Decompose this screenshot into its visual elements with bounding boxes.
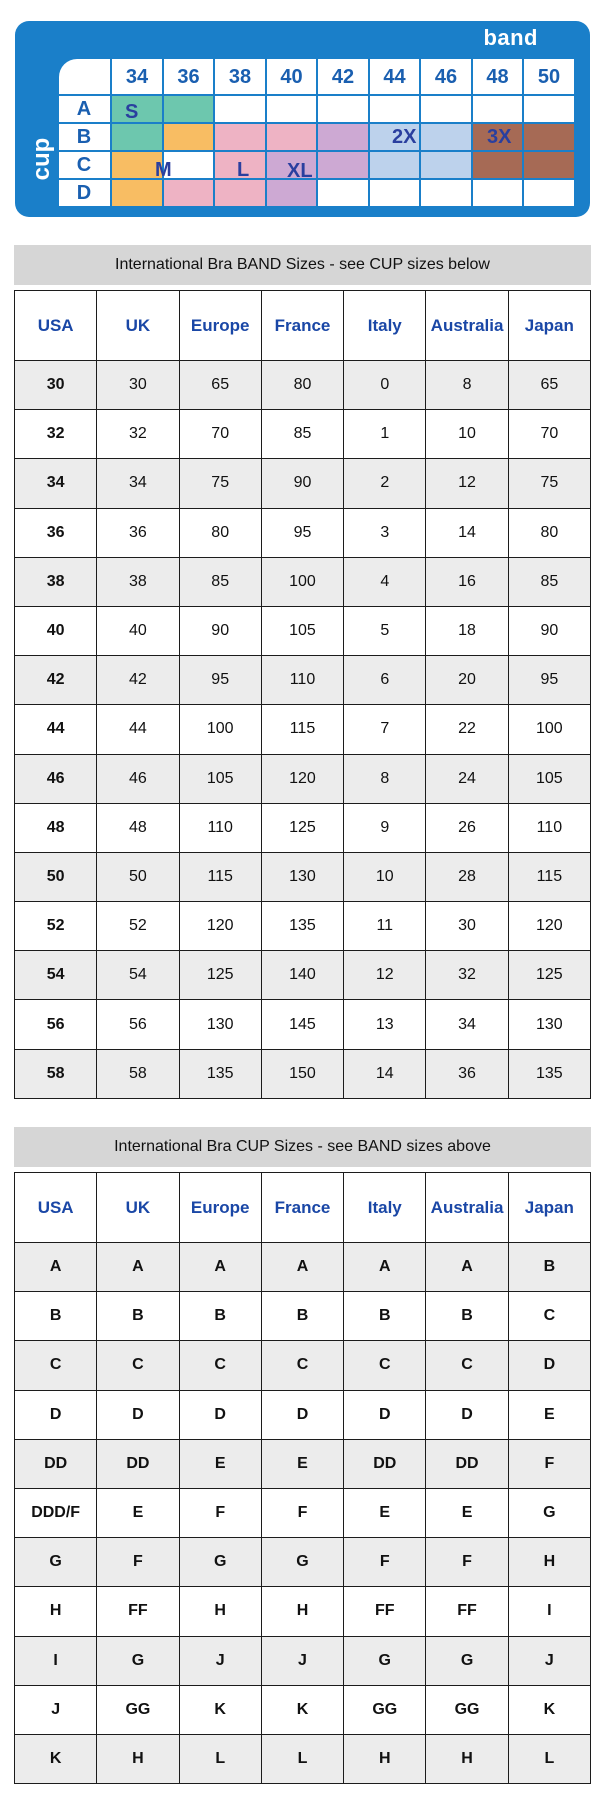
table-cell: B	[261, 1292, 343, 1341]
table-cell: E	[97, 1488, 179, 1537]
band-row	[15, 508, 591, 557]
table-cell: 24	[426, 754, 508, 803]
table-cell: 135	[261, 902, 343, 951]
table-cell: 54	[97, 951, 179, 1000]
grid-hline	[59, 206, 575, 208]
table-cell: B	[426, 1292, 508, 1341]
table-cell: 30	[426, 902, 508, 951]
band-header: 42	[331, 66, 355, 88]
table-cell: 105	[508, 754, 590, 803]
table-cell: 36	[97, 508, 179, 557]
table-cell: 50	[97, 852, 179, 901]
table-cell: 100	[261, 557, 343, 606]
band-row	[15, 656, 591, 705]
table-cell: H	[97, 1734, 179, 1783]
table-cell: 0	[344, 361, 426, 410]
table-cell: B	[508, 1243, 590, 1292]
table-cell: 48	[15, 803, 97, 852]
table-cell: 42	[15, 656, 97, 705]
cup-header: C	[76, 154, 92, 176]
table-cell: L	[179, 1734, 261, 1783]
table-cell: F	[344, 1538, 426, 1587]
table-cell: 5	[344, 606, 426, 655]
band-header: 40	[280, 66, 303, 88]
table-cell: J	[261, 1636, 343, 1685]
column-header: Europe	[179, 291, 261, 361]
table-cell: 120	[261, 754, 343, 803]
column-header: Japan	[508, 1173, 590, 1243]
table-cell: DD	[15, 1439, 97, 1488]
column-header: Italy	[344, 1173, 426, 1243]
table-cell: 32	[15, 410, 97, 459]
table-cell: L	[508, 1734, 590, 1783]
table-cell: C	[179, 1341, 261, 1390]
table-cell: 100	[508, 705, 590, 754]
table-cell: 105	[261, 606, 343, 655]
table-cell: 11	[344, 902, 426, 951]
table-cell: 135	[179, 1049, 261, 1098]
table-cell: J	[15, 1685, 97, 1734]
table-cell: 54	[15, 951, 97, 1000]
column-header: USA	[15, 291, 97, 361]
table-cell: 100	[179, 705, 261, 754]
zone-label: S	[125, 101, 139, 123]
table-cell: 3	[344, 508, 426, 557]
table-cell: 120	[179, 902, 261, 951]
table-cell: A	[179, 1243, 261, 1292]
table-cell: 95	[508, 656, 590, 705]
table-cell: 12	[344, 951, 426, 1000]
table-cell: D	[97, 1390, 179, 1439]
column-header: USA	[15, 1173, 97, 1243]
cup-row	[15, 1439, 591, 1488]
table-cell: H	[426, 1734, 508, 1783]
table-cell: A	[15, 1243, 97, 1292]
table-cell: 34	[97, 459, 179, 508]
table-cell: GG	[344, 1685, 426, 1734]
table-cell: 70	[508, 410, 590, 459]
column-header: Italy	[344, 291, 426, 361]
table-cell: C	[15, 1341, 97, 1390]
table-cell: 110	[508, 803, 590, 852]
table-cell: 32	[426, 951, 508, 1000]
table-cell: C	[97, 1341, 179, 1390]
table-cell: E	[508, 1390, 590, 1439]
cup-row	[15, 1734, 591, 1783]
table-cell: 65	[179, 361, 261, 410]
table-cell: H	[15, 1587, 97, 1636]
cup-row	[15, 1292, 591, 1341]
band-row	[15, 557, 591, 606]
table-cell: 135	[508, 1049, 590, 1098]
table-cell: 10	[426, 410, 508, 459]
band-row	[15, 1049, 591, 1098]
zone-label: M	[155, 159, 172, 181]
cup-header: A	[76, 98, 92, 120]
cup-row	[15, 1390, 591, 1439]
cup-row	[15, 1538, 591, 1587]
band-header: 36	[177, 66, 200, 88]
column-header: France	[261, 291, 343, 361]
grid-hline	[59, 178, 575, 180]
table-cell: 56	[97, 1000, 179, 1049]
table-cell: 95	[261, 508, 343, 557]
table-cell: 110	[179, 803, 261, 852]
table-cell: DD	[426, 1439, 508, 1488]
table-cell: E	[344, 1488, 426, 1537]
table-cell: G	[15, 1538, 97, 1587]
zone-label: 3X	[487, 126, 512, 148]
table-cell: 115	[508, 852, 590, 901]
table-cell: B	[97, 1292, 179, 1341]
band-size-table	[14, 290, 591, 1099]
table-cell: 38	[15, 557, 97, 606]
header-row	[15, 291, 591, 361]
table-cell: 80	[179, 508, 261, 557]
table-cell: 90	[179, 606, 261, 655]
table-cell: 22	[426, 705, 508, 754]
table-cell: 80	[508, 508, 590, 557]
table-cell: 8	[344, 754, 426, 803]
cup-row	[15, 1587, 591, 1636]
table-cell: 58	[97, 1049, 179, 1098]
table-cell: 130	[508, 1000, 590, 1049]
table-cell: 14	[344, 1049, 426, 1098]
table-cell: D	[508, 1341, 590, 1390]
table-cell: 125	[179, 951, 261, 1000]
table-cell: 46	[15, 754, 97, 803]
band-table-caption: International Bra BAND Sizes - see CUP sizes below	[14, 245, 591, 285]
table-cell: G	[344, 1636, 426, 1685]
cup-table-caption: International Bra CUP Sizes - see BAND sizes above	[14, 1127, 591, 1167]
table-cell: D	[15, 1390, 97, 1439]
table-cell: B	[179, 1292, 261, 1341]
table-cell: 145	[261, 1000, 343, 1049]
table-cell: I	[15, 1636, 97, 1685]
band-row	[15, 606, 591, 655]
table-cell: 85	[508, 557, 590, 606]
table-cell: 58	[15, 1049, 97, 1098]
table-cell: 34	[426, 1000, 508, 1049]
cup-header: D	[76, 182, 92, 204]
table-cell: K	[15, 1734, 97, 1783]
table-cell: C	[261, 1341, 343, 1390]
band-row	[15, 361, 591, 410]
table-cell: 75	[508, 459, 590, 508]
table-cell: H	[508, 1538, 590, 1587]
table-cell: C	[426, 1341, 508, 1390]
table-cell: 38	[97, 557, 179, 606]
table-cell: 12	[426, 459, 508, 508]
column-header: France	[261, 1173, 343, 1243]
band-row	[15, 803, 591, 852]
table-cell: K	[508, 1685, 590, 1734]
table-cell: 32	[97, 410, 179, 459]
table-cell: 34	[15, 459, 97, 508]
table-cell: C	[344, 1341, 426, 1390]
table-cell: F	[179, 1488, 261, 1537]
table-cell: 150	[261, 1049, 343, 1098]
grid-body	[59, 59, 575, 207]
table-cell: 48	[97, 803, 179, 852]
table-cell: 85	[179, 557, 261, 606]
table-cell: 85	[261, 410, 343, 459]
table-cell: F	[508, 1439, 590, 1488]
table-cell: 115	[179, 852, 261, 901]
column-header: UK	[97, 1173, 179, 1243]
table-cell: D	[344, 1390, 426, 1439]
band-row	[15, 705, 591, 754]
table-cell: G	[508, 1488, 590, 1537]
table-cell: 36	[15, 508, 97, 557]
table-cell: E	[261, 1439, 343, 1488]
table-cell: 125	[508, 951, 590, 1000]
table-cell: D	[179, 1390, 261, 1439]
table-cell: A	[426, 1243, 508, 1292]
column-header: Europe	[179, 1173, 261, 1243]
table-cell: F	[261, 1488, 343, 1537]
table-cell: 16	[426, 557, 508, 606]
table-cell: 130	[261, 852, 343, 901]
table-cell: B	[15, 1292, 97, 1341]
table-cell: G	[426, 1636, 508, 1685]
zone-label: L	[237, 159, 250, 181]
table-cell: C	[508, 1292, 590, 1341]
table-cell: FF	[97, 1587, 179, 1636]
table-cell: 90	[261, 459, 343, 508]
cup-row	[15, 1636, 591, 1685]
table-cell: 95	[179, 656, 261, 705]
table-cell: 36	[426, 1049, 508, 1098]
table-cell: B	[344, 1292, 426, 1341]
table-cell: 30	[15, 361, 97, 410]
size-zone-m	[163, 123, 215, 151]
table-cell: 2	[344, 459, 426, 508]
band-row	[15, 1000, 591, 1049]
table-cell: GG	[426, 1685, 508, 1734]
zone-label: XL	[287, 160, 313, 182]
cup-header: B	[76, 126, 92, 148]
band-row	[15, 459, 591, 508]
table-cell: J	[508, 1636, 590, 1685]
table-cell: K	[261, 1685, 343, 1734]
band-header: 44	[383, 66, 406, 88]
band-header: 46	[434, 66, 458, 88]
table-cell: 115	[261, 705, 343, 754]
table-cell: F	[426, 1538, 508, 1587]
table-cell: 26	[426, 803, 508, 852]
header-row	[15, 1173, 591, 1243]
table-cell: F	[97, 1538, 179, 1587]
table-cell: L	[261, 1734, 343, 1783]
column-header: Australia	[426, 1173, 508, 1243]
table-cell: 110	[261, 656, 343, 705]
band-row	[15, 410, 591, 459]
column-header: UK	[97, 291, 179, 361]
table-cell: 20	[426, 656, 508, 705]
band-header: 34	[125, 66, 149, 88]
table-cell: A	[261, 1243, 343, 1292]
column-header: Japan	[508, 291, 590, 361]
band-header: 48	[486, 66, 509, 88]
table-cell: DD	[344, 1439, 426, 1488]
cup-row	[15, 1685, 591, 1734]
table-cell: D	[426, 1390, 508, 1439]
table-cell: 14	[426, 508, 508, 557]
table-cell: 40	[15, 606, 97, 655]
table-cell: 52	[15, 902, 97, 951]
table-cell: 42	[97, 656, 179, 705]
table-cell: E	[179, 1439, 261, 1488]
band-row	[15, 754, 591, 803]
table-cell: DD	[97, 1439, 179, 1488]
band-header: 38	[228, 66, 252, 88]
table-cell: 40	[97, 606, 179, 655]
table-cell: A	[344, 1243, 426, 1292]
cup-row	[15, 1341, 591, 1390]
table-cell: FF	[344, 1587, 426, 1636]
table-cell: 70	[179, 410, 261, 459]
cup-label: cup	[28, 137, 55, 181]
table-cell: 140	[261, 951, 343, 1000]
table-cell: H	[179, 1587, 261, 1636]
grid-hline	[59, 150, 575, 152]
table-cell: FF	[426, 1587, 508, 1636]
table-cell: 7	[344, 705, 426, 754]
table-cell: G	[97, 1636, 179, 1685]
table-cell: E	[426, 1488, 508, 1537]
table-cell: H	[344, 1734, 426, 1783]
table-cell: H	[261, 1587, 343, 1636]
band-label: band	[483, 25, 538, 50]
table-cell: J	[179, 1636, 261, 1685]
table-cell: 120	[508, 902, 590, 951]
cup-row	[15, 1488, 591, 1537]
table-cell: GG	[97, 1685, 179, 1734]
zone-label: 2X	[392, 126, 417, 148]
table-cell: 65	[508, 361, 590, 410]
table-cell: 56	[15, 1000, 97, 1049]
band-row	[15, 902, 591, 951]
table-cell: G	[261, 1538, 343, 1587]
column-header: Australia	[426, 291, 508, 361]
table-cell: A	[97, 1243, 179, 1292]
table-cell: 44	[97, 705, 179, 754]
table-cell: 80	[261, 361, 343, 410]
table-cell: 1	[344, 410, 426, 459]
band-row	[15, 852, 591, 901]
table-cell: 130	[179, 1000, 261, 1049]
band-row	[15, 951, 591, 1000]
table-cell: 10	[344, 852, 426, 901]
table-cell: DDD/F	[15, 1488, 97, 1537]
table-cell: 9	[344, 803, 426, 852]
table-cell: K	[179, 1685, 261, 1734]
table-cell: 46	[97, 754, 179, 803]
table-cell: I	[508, 1587, 590, 1636]
table-cell: 28	[426, 852, 508, 901]
cup-row	[15, 1243, 591, 1292]
table-cell: 4	[344, 557, 426, 606]
cup-size-table	[14, 1172, 591, 1784]
table-cell: 8	[426, 361, 508, 410]
table-cell: 105	[179, 754, 261, 803]
table-cell: D	[261, 1390, 343, 1439]
table-cell: 75	[179, 459, 261, 508]
table-cell: 13	[344, 1000, 426, 1049]
table-cell: 6	[344, 656, 426, 705]
table-cell: G	[179, 1538, 261, 1587]
table-cell: 50	[15, 852, 97, 901]
band-header: 50	[537, 66, 561, 88]
table-cell: 44	[15, 705, 97, 754]
table-cell: 90	[508, 606, 590, 655]
size-zone-l	[163, 179, 215, 207]
table-cell: 30	[97, 361, 179, 410]
table-cell: 125	[261, 803, 343, 852]
table-cell: 18	[426, 606, 508, 655]
table-cell: 52	[97, 902, 179, 951]
size-grid	[15, 21, 590, 217]
